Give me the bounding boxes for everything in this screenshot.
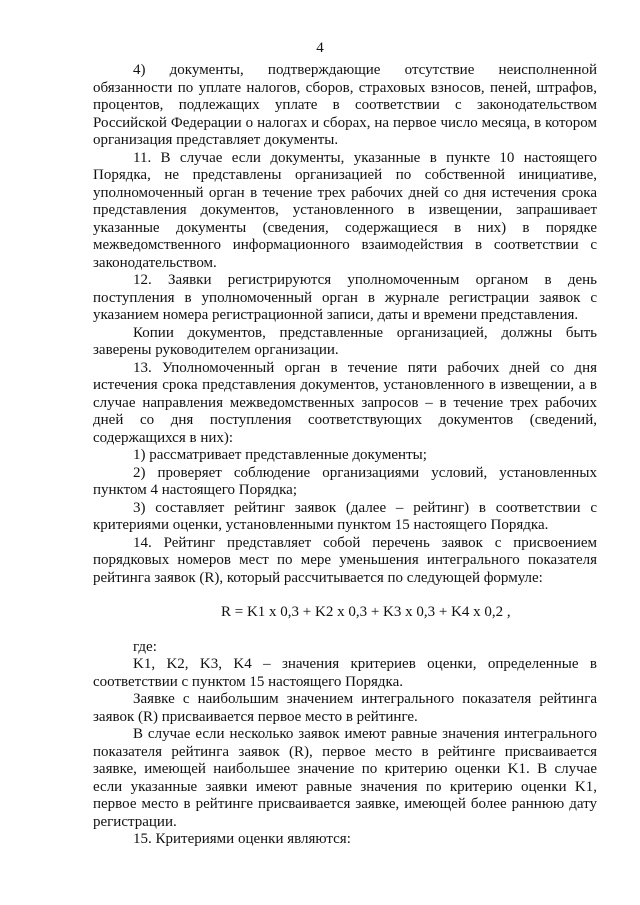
- document-body: [93, 62, 597, 849]
- formula-where-label: где:: [133, 638, 157, 655]
- formula-variables: K1, K2, K3, K4 – значения критериев оценки, определенные в соответствии с пунктом 15 настоящего Порядка.: [93, 656, 597, 690]
- paragraph-14-tie-rule: В случае если несколько заявок имеют равные значения интегрального показателя рейтинга заявок (R), первое место в рейтинге присваивается заявке, имеющей наибольшее значение по критерию оценки K1. В случае если указанные заявки имеют равные значения по критерию оценки K1, первое место в рейтинге присваивается заявке, имеющей более раннюю дату регистрации.: [93, 726, 597, 830]
- paragraph-item-4-documents: 4) документы, подтверждающие отсутствие неисполненной обязанности по уплате налогов, сборов, страховых взносов, пеней, штрафов, процентов, подлежащих уплате в соответствии с законодательством Российской Федерации о налогах и сборах, на первое число месяца, в котором организация представляет документы.: [93, 62, 597, 148]
- paragraph-14-first-place: Заявке с наибольшим значением интегрального показателя рейтинга заявок (R) присваивается первое место в рейтинге.: [93, 691, 597, 725]
- paragraph-13-item-1: 1) рассматривает представленные документы;: [133, 447, 427, 463]
- paragraph-14: 14. Рейтинг представляет собой перечень заявок с присвоением порядковых номеров мест по мере уменьшения интегрального показателя рейтинга заявок (R), который рассчитывается по следующей формуле:: [93, 534, 597, 586]
- paragraph-13: 13. Уполномоченный орган в течение пяти рабочих дней со дня истечения срока представления документов, установленного в извещении, а в случае направления межведомственных запросов – в течение трех рабочих дней со дня поступления соответствующих документов (сведений, содержащихся в них):: [93, 359, 597, 446]
- page-number: 4: [316, 40, 324, 56]
- paragraph-11: 11. В случае если документы, указанные в пункте 10 настоящего Порядка, не представлены организацией по собственной инициативе, уполномоченный орган в течение трех рабочих дней со дня истечения срока представления документов, установленного в извещении, запрашивает указанные документы (сведения, содержащиеся в них) в порядке межведомственного информационного взаимодействия в соответствии с законодательством.: [93, 149, 597, 271]
- paragraph-12-copies: Копии документов, представленные организацией, должны быть заверены руководителем организации.: [93, 324, 597, 358]
- paragraph-13-item-2: 2) проверяет соблюдение организациями условий, установленных пунктом 4 настоящего Порядка;: [93, 464, 597, 498]
- paragraph-13-item-3: 3) составляет рейтинг заявок (далее – рейтинг) в соответствии с критериями оценки, установленными пунктом 15 настоящего Порядка.: [93, 499, 597, 533]
- rating-formula: R = K1 x 0,3 + K2 x 0,3 + K3 x 0,3 + K4 x 0,2 ,: [221, 604, 511, 620]
- paragraph-12: 12. Заявки регистрируются уполномоченным органом в день поступления в уполномоченный орган в журнале регистрации заявок с указанием номера регистрационной записи, даты и времени представления.: [93, 272, 597, 323]
- paragraph-15: 15. Критериями оценки являются:: [133, 831, 351, 847]
